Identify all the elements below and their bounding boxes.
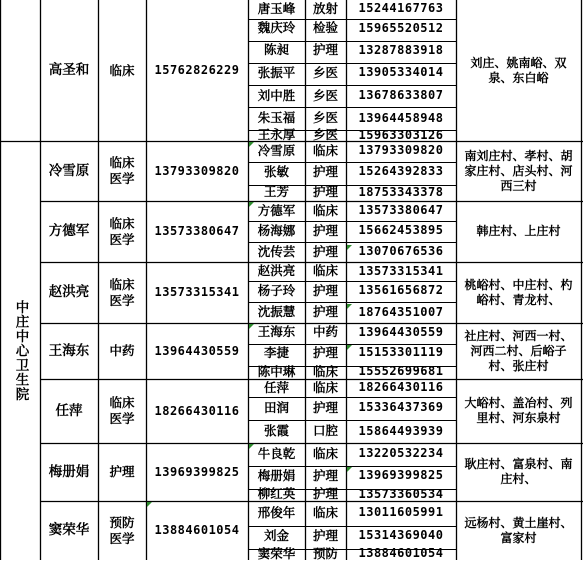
team-leader-name: 高圣和 [48,62,90,79]
member-phone: 13070676536 [358,244,444,258]
member-name: 刘金 [263,527,289,543]
member-phone: 18764351007 [358,304,444,319]
member-role: 护理 [312,222,338,238]
member-name: 唐玉峰 [257,0,296,16]
service-villages: 社庄村、河西一村、河西二村、后峪子村、张庄村 [464,328,573,373]
organization-name: 中庄中心卫生院 [12,299,29,402]
cell-comment-marker [249,444,254,449]
member-name: 王永厚 [257,127,296,143]
team-leader-name: 梅册娟 [48,463,90,480]
member-role: 预防 [312,545,338,561]
member-name: 王海东 [257,324,296,340]
team-leader-specialty: 临床 医学 [109,276,135,308]
member-phone: 13220532234 [358,446,444,460]
member-role: 乡医 [312,127,338,143]
member-phone: 15963303126 [358,127,444,142]
team-leader-phone: 13573380647 [154,224,240,238]
service-villages: 桃峪村、中庄村、杓峪村、青龙村、 [464,277,573,307]
member-name: 柳红英 [257,486,296,502]
member-name: 梅册娟 [257,467,296,483]
member-phone: 13969399825 [358,468,444,482]
cell-comment-marker [147,502,152,507]
member-role: 护理 [312,184,338,200]
member-role: 临床 [312,363,338,379]
member-name: 陈中琳 [257,363,296,379]
member-name: 沈传芸 [257,243,296,259]
member-role: 临床 [312,504,338,520]
team-leader-phone: 15762826229 [154,63,240,77]
member-phone: 13287883918 [358,42,444,57]
member-name: 陈昶 [263,42,289,58]
team-leader-name: 方德军 [48,223,90,240]
member-role: 护理 [312,243,338,259]
member-phone: 18266430116 [358,380,444,394]
member-phone: 13678633807 [358,88,444,102]
member-name: 冷雪原 [257,142,296,158]
member-phone: 15662453895 [358,223,444,237]
member-name: 魏庆玲 [257,20,296,36]
member-phone: 15336437369 [358,400,444,414]
member-name: 邢俊年 [257,504,296,520]
member-name: 刘中胜 [257,87,296,103]
member-role: 临床 [312,142,338,158]
member-phone: 13884601054 [358,546,444,560]
member-name: 张振平 [257,64,296,80]
member-role: 护理 [312,344,338,360]
member-phone: 13573360534 [358,486,444,501]
member-phone: 13011605991 [358,505,444,519]
member-role: 护理 [312,282,338,298]
member-name: 朱玉福 [257,110,296,126]
member-role: 临床 [312,202,338,218]
member-name: 杨子玲 [257,282,296,298]
team-leader-phone: 13573315341 [154,285,240,299]
member-name: 田润 [263,399,289,415]
member-name: 沈振慧 [257,304,296,320]
team-leader-name: 赵洪亮 [48,284,90,301]
member-phone: 15314369040 [358,528,444,542]
member-phone: 13793309820 [358,143,444,157]
member-name: 张霞 [263,423,289,439]
team-leader-name: 王海东 [48,342,90,359]
member-role: 中药 [312,324,338,340]
member-role: 乡医 [312,64,338,80]
team-leader-phone: 13793309820 [154,163,240,178]
member-role: 护理 [312,399,338,415]
member-role: 护理 [312,304,338,320]
member-role: 乡医 [312,87,338,103]
cell-comment-marker [347,245,352,250]
member-role: 临床 [312,379,338,395]
team-leader-specialty: 预防 医学 [109,514,135,546]
member-role: 护理 [312,163,338,179]
member-role: 临床 [312,263,338,279]
team-leader-specialty: 临床 医学 [109,215,135,247]
team-leader-specialty: 临床 医学 [109,395,135,426]
member-name: 方德军 [257,202,296,218]
member-name: 窦荣华 [257,545,296,561]
member-phone: 15552699681 [358,364,444,378]
team-leader-phone: 13964430559 [154,343,240,358]
member-name: 王芳 [263,184,289,200]
service-villages: 南刘庄村、孝村、胡家庄村、店头村、河西三村 [464,148,573,193]
service-villages: 大峪村、盖冶村、列里村、河东泉村 [464,396,573,425]
team-leader-specialty: 中药 [109,343,135,359]
service-villages: 刘庄、姚南峪、双泉、东白峪 [470,55,567,85]
member-phone: 15864493939 [358,423,444,438]
cell-comment-marker [249,142,254,147]
cell-comment-marker [347,304,352,309]
team-leader-name: 冷雪原 [48,162,90,179]
cell-comment-marker [249,202,254,207]
member-name: 杨海娜 [257,222,296,238]
member-name: 李捷 [263,344,289,360]
member-role: 口腔 [312,423,338,439]
team-leader-phone: 13884601054 [154,523,240,537]
member-role: 护理 [312,527,338,543]
member-phone: 18753343378 [358,184,444,199]
member-phone: 15264392833 [358,164,444,178]
member-name: 牛良乾 [257,445,296,461]
member-role: 放射 [312,0,338,16]
service-villages: 远杨村、黄土崖村、富家村 [464,515,573,545]
service-villages: 耿庄村、富泉村、南庄村、 [464,457,573,486]
member-phone: 15153301119 [358,345,444,359]
member-name: 张敏 [263,163,289,179]
cell-comment-marker [249,324,254,329]
member-role: 临床 [312,445,338,461]
member-role: 乡医 [312,110,338,126]
member-role: 护理 [312,42,338,58]
service-villages: 韩庄村、上庄村 [476,224,561,238]
team-leader-name: 窦荣华 [48,522,90,539]
member-phone: 13561656872 [358,283,444,297]
member-role: 护理 [312,486,338,502]
member-phone: 13905334014 [358,65,444,79]
member-phone: 13964430559 [358,324,444,339]
team-leader-specialty: 护理 [109,464,135,480]
team-leader-phone: 18266430116 [154,403,240,418]
team-leader-specialty: 临床 [109,62,135,78]
cell-comment-marker [347,345,352,350]
member-phone: 15244167763 [358,1,444,15]
member-phone: 15965520512 [358,20,444,35]
member-phone: 13573315341 [358,263,444,278]
member-name: 任萍 [263,379,289,395]
cell-comment-marker [347,467,352,472]
member-name: 赵洪亮 [257,263,296,279]
member-role: 护理 [312,467,338,483]
member-phone: 13573380647 [358,203,444,217]
member-phone: 13964458948 [358,110,444,125]
team-leader-specialty: 临床 医学 [109,155,135,186]
team-leader-name: 任萍 [55,402,83,419]
team-leader-phone: 13969399825 [154,464,240,479]
member-role: 检验 [312,20,338,36]
